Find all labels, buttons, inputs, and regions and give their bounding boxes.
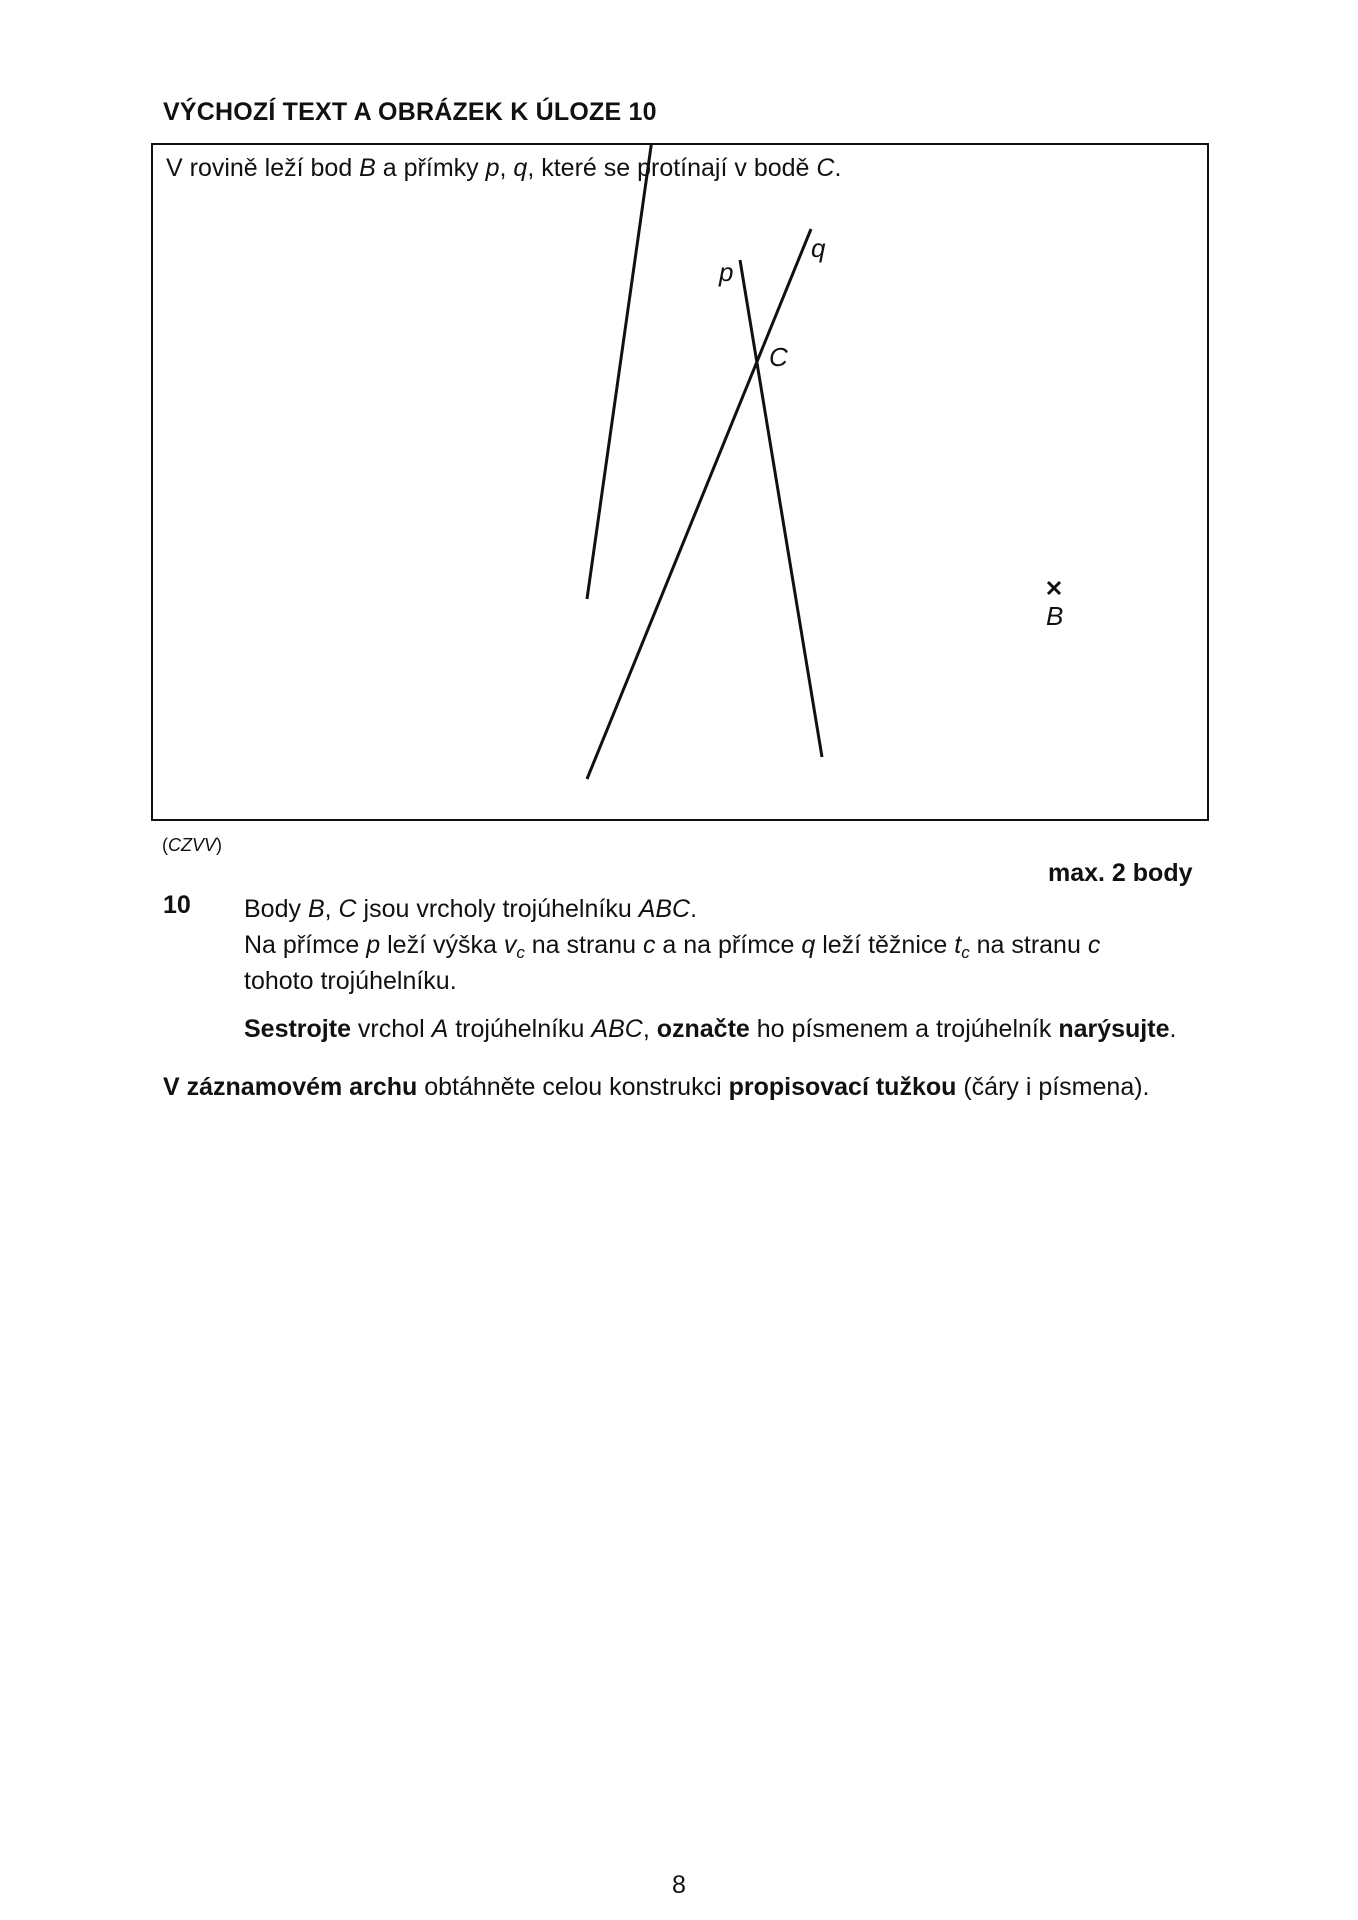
intro-var-p: p	[485, 154, 500, 182]
intro-var-q: q	[513, 154, 528, 182]
note-bold: V záznamovém archu	[163, 1073, 418, 1101]
task-line-3: tohoto trojúhelníku.	[244, 967, 457, 995]
task-var: p	[366, 931, 381, 959]
max-points: max. 2 body	[1048, 859, 1193, 887]
task-text: Body	[244, 895, 308, 923]
intro-var-b: B	[359, 154, 376, 182]
note-bold: propisovací tužkou	[728, 1073, 957, 1101]
task-var: ABC	[591, 1015, 643, 1043]
source-credit	[162, 835, 222, 856]
task-instruction	[244, 1011, 1204, 1047]
line-p	[740, 260, 822, 757]
task-var: q	[801, 931, 816, 959]
task-text: na stranu	[969, 931, 1088, 959]
task-text: trojúhelníku	[448, 1015, 592, 1043]
geometry-figure	[153, 145, 1207, 819]
task-var: t	[954, 931, 962, 959]
task-bold: označte	[656, 1015, 750, 1043]
note-text: (čáry i písmena).	[956, 1073, 1150, 1101]
task-var: v	[503, 931, 517, 959]
section-heading: VÝCHOZÍ TEXT A OBRÁZEK K ÚLOZE 10	[163, 98, 657, 126]
task-var: B	[307, 895, 325, 923]
task-text: ho písmenem a trojúhelník	[749, 1015, 1059, 1043]
task-line-2	[244, 927, 1204, 963]
task-text: vrchol	[350, 1015, 432, 1043]
task-var-sub: c	[961, 943, 970, 962]
task-text: ,	[642, 1015, 657, 1043]
line-q	[587, 145, 659, 599]
intro-var-c: C	[816, 154, 835, 182]
task-text: .	[690, 895, 698, 923]
note-text: obtáhněte celou konstrukci	[417, 1073, 729, 1101]
task-line-1	[244, 891, 1204, 927]
task-bold: narýsujte	[1058, 1015, 1170, 1043]
task-var: C	[338, 895, 357, 923]
task-number: 10	[163, 891, 191, 919]
line-q-segment	[587, 229, 811, 779]
task-text: na stranu	[524, 931, 643, 959]
source-paren: (	[162, 835, 168, 855]
source-paren: )	[216, 835, 223, 855]
task-var: A	[431, 1015, 449, 1043]
task-text: leží těžnice	[815, 931, 955, 959]
page-number: 8	[672, 1871, 686, 1899]
label-q: q	[811, 233, 826, 263]
intro-text-part: V rovině leží bod	[166, 154, 360, 182]
label-c: C	[769, 342, 788, 372]
label-p: p	[719, 257, 734, 287]
task-text: a na přímce	[655, 931, 802, 959]
cross-mark-icon	[1048, 582, 1060, 594]
task-bold: Sestrojte	[244, 1015, 351, 1043]
answer-sheet-note	[163, 1073, 1213, 1102]
task-text: Na přímce	[244, 931, 367, 959]
task-var: c	[642, 931, 656, 959]
intro-text-part: ,	[499, 154, 514, 182]
task-text: jsou vrcholy trojúhelníku	[356, 895, 639, 923]
task-var-sub: c	[516, 943, 525, 962]
task-var: c	[1087, 931, 1101, 959]
task-text: .	[1169, 1015, 1177, 1043]
intro-text-part: , které se protínají v bodě	[527, 154, 817, 182]
task-var: ABC	[638, 895, 691, 923]
label-b: B	[1046, 601, 1064, 631]
task-body	[244, 891, 1204, 1047]
task-text: leží výška	[380, 931, 504, 959]
figure-box	[151, 143, 1209, 821]
source-text: CZVV	[168, 835, 217, 855]
intro-text-part: a přímky	[375, 154, 486, 182]
task-text: ,	[324, 895, 339, 923]
intro-text-part: .	[834, 154, 842, 182]
